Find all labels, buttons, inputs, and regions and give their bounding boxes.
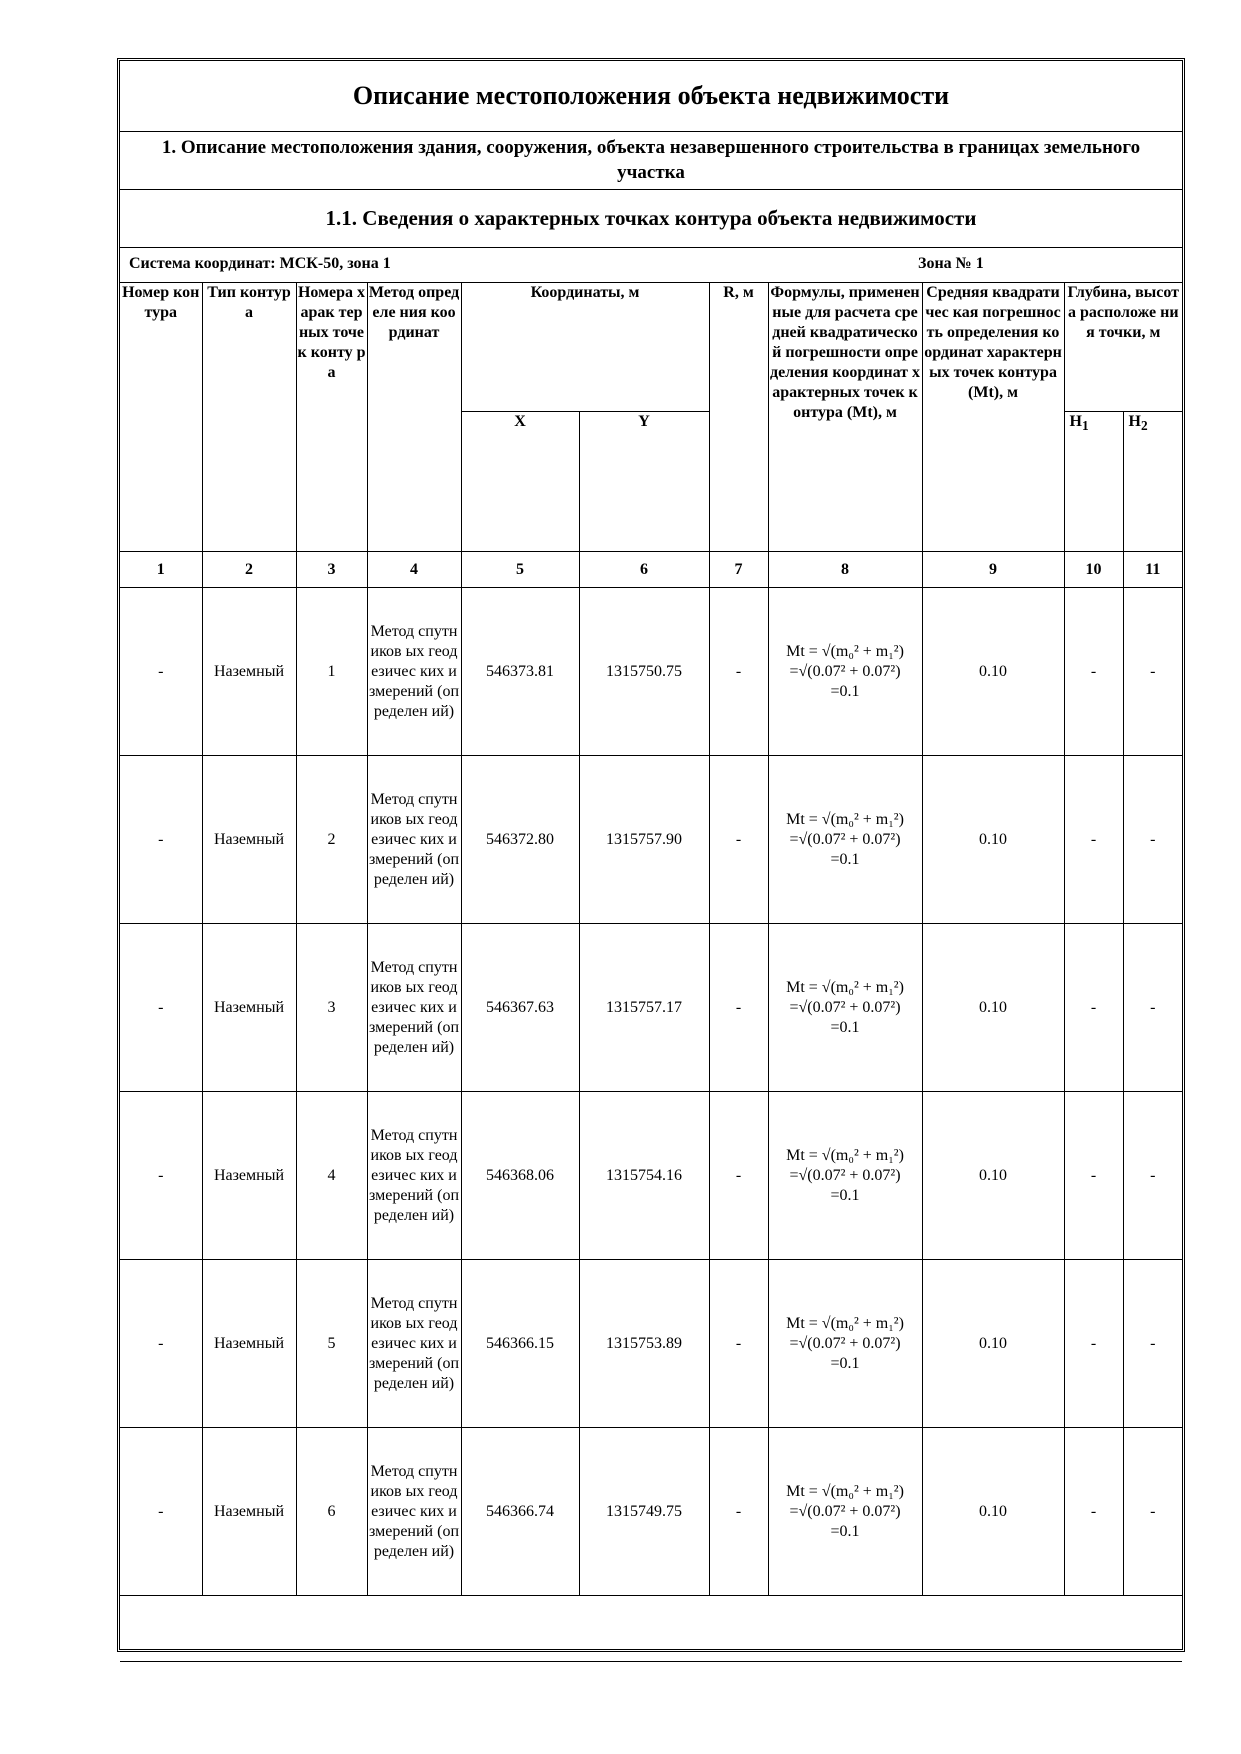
cell-method: Метод спутников ых геодезичес ких измерений (определен ий) (367, 1428, 461, 1596)
zone-label: Зона № 1 (918, 255, 984, 272)
cell-x: 546373.81 (461, 588, 579, 756)
header-h1: $H_1$ (1064, 412, 1123, 552)
table-header-row (120, 283, 1182, 412)
document-title: Описание местоположения объекта недвижимости (120, 61, 1182, 132)
cell-mt: 0.10 (922, 1260, 1064, 1428)
cell-y: 1315753.89 (579, 1260, 709, 1428)
table-row (120, 1428, 1182, 1596)
empty-footer-cell (120, 1596, 1182, 1662)
cell-h1: - (1064, 756, 1123, 924)
cell-h1: - (1064, 1260, 1123, 1428)
cell-point: 3 (296, 924, 367, 1092)
formula-line: Mt = √(m₀² + m₁²) (786, 810, 904, 828)
cell-point: 5 (296, 1260, 367, 1428)
cell-contour: - (120, 924, 202, 1092)
cell-type: Наземный (202, 924, 296, 1092)
cell-mt: 0.10 (922, 1092, 1064, 1260)
column-number: 5 (461, 552, 579, 588)
column-number: 11 (1123, 552, 1182, 588)
header-y: Y (579, 412, 709, 552)
table-row (120, 1260, 1182, 1428)
coordinate-system-row (120, 247, 1182, 283)
cell-r: - (709, 1428, 768, 1596)
cell-x: 546372.80 (461, 756, 579, 924)
header-contour-no: Номер контура (120, 283, 202, 552)
cell-h2: - (1123, 1428, 1182, 1596)
cell-point: 6 (296, 1428, 367, 1596)
table-row (120, 924, 1182, 1092)
cell-x: 546368.06 (461, 1092, 579, 1260)
cell-formula (768, 588, 922, 756)
formula-line: =√(0.07² + 0.07²) (789, 1502, 901, 1520)
formula-line: =0.1 (830, 1354, 860, 1372)
header-formulas: Формулы, примененные для расчета средней квадратической погрешности определения координат характерных точек контура (Mt), м (768, 283, 922, 552)
cell-formula (768, 756, 922, 924)
header-mean-error: Средняя квадратичес кая погрешность определения координат характерных точек контура (Mt), м (922, 283, 1064, 552)
cell-x: 546366.74 (461, 1428, 579, 1596)
cell-r: - (709, 1092, 768, 1260)
column-number: 10 (1064, 552, 1123, 588)
cell-r: - (709, 756, 768, 924)
cell-mt: 0.10 (922, 924, 1064, 1092)
cell-point: 1 (296, 588, 367, 756)
cell-formula (768, 1428, 922, 1596)
formula-line: Mt = √(m₀² + m₁²) (786, 1146, 904, 1164)
cell-method: Метод спутников ых геодезичес ких измерений (определен ий) (367, 756, 461, 924)
cell-method: Метод спутников ых геодезичес ких измерений (определен ий) (367, 924, 461, 1092)
cell-r: - (709, 588, 768, 756)
cell-h1: - (1064, 588, 1123, 756)
column-number: 8 (768, 552, 922, 588)
cell-h2: - (1123, 1092, 1182, 1260)
cell-y: 1315754.16 (579, 1092, 709, 1260)
cell-contour: - (120, 588, 202, 756)
cell-y: 1315757.90 (579, 756, 709, 924)
cell-contour: - (120, 1092, 202, 1260)
cell-type: Наземный (202, 1092, 296, 1260)
column-number: 7 (709, 552, 768, 588)
table-row (120, 756, 1182, 924)
column-numbers-row (120, 552, 1182, 588)
points-table (120, 282, 1182, 1662)
table-row (120, 1092, 1182, 1260)
cell-r: - (709, 1260, 768, 1428)
cell-type: Наземный (202, 1260, 296, 1428)
formula-line: =0.1 (830, 1522, 860, 1540)
header-method: Метод определе ния координат (367, 283, 461, 552)
cell-h2: - (1123, 588, 1182, 756)
cell-type: Наземный (202, 588, 296, 756)
cell-y: 1315749.75 (579, 1428, 709, 1596)
formula-line: =0.1 (830, 682, 860, 700)
formula-line: =√(0.07² + 0.07²) (789, 662, 901, 680)
formula-line: Mt = √(m₀² + m₁²) (786, 1314, 904, 1332)
column-number: 3 (296, 552, 367, 588)
cell-contour: - (120, 756, 202, 924)
cell-point: 4 (296, 1092, 367, 1260)
formula-line: Mt = √(m₀² + m₁²) (786, 978, 904, 996)
formula-line: =0.1 (830, 1018, 860, 1036)
cell-h2: - (1123, 756, 1182, 924)
cell-formula (768, 1260, 922, 1428)
header-r: R, м (709, 283, 768, 552)
formula-line: =√(0.07² + 0.07²) (789, 998, 901, 1016)
section-1-heading: 1. Описание местоположения здания, сооружения, объекта незавершенного строительства в границах земельного участка (120, 131, 1182, 190)
header-coordinates: Координаты, м (461, 283, 709, 412)
formula-line: =0.1 (830, 850, 860, 868)
cell-y: 1315750.75 (579, 588, 709, 756)
formula-line: =√(0.07² + 0.07²) (789, 1166, 901, 1184)
formula-line: =√(0.07² + 0.07²) (789, 1334, 901, 1352)
cell-point: 2 (296, 756, 367, 924)
column-number: 4 (367, 552, 461, 588)
cell-h1: - (1064, 1428, 1123, 1596)
formula-line: =√(0.07² + 0.07²) (789, 830, 901, 848)
header-point-numbers: Номера харак терных точек конту ра (296, 283, 367, 552)
cell-type: Наземный (202, 1428, 296, 1596)
header-x: X (461, 412, 579, 552)
cell-mt: 0.10 (922, 1428, 1064, 1596)
cell-mt: 0.10 (922, 756, 1064, 924)
column-number: 6 (579, 552, 709, 588)
cell-r: - (709, 924, 768, 1092)
empty-footer-row (120, 1596, 1182, 1662)
cell-y: 1315757.17 (579, 924, 709, 1092)
cell-method: Метод спутников ых геодезичес ких измерений (определен ий) (367, 1260, 461, 1428)
cell-mt: 0.10 (922, 588, 1064, 756)
cell-h1: - (1064, 924, 1123, 1092)
cell-formula (768, 924, 922, 1092)
cell-h1: - (1064, 1092, 1123, 1260)
formula-line: =0.1 (830, 1186, 860, 1204)
header-contour-type: Тип контура (202, 283, 296, 552)
header-h2: $H_2$ (1123, 412, 1182, 552)
cell-contour: - (120, 1428, 202, 1596)
cell-type: Наземный (202, 756, 296, 924)
cell-x: 546367.63 (461, 924, 579, 1092)
document-frame (117, 58, 1185, 1652)
cell-method: Метод спутников ых геодезичес ких измерений (определен ий) (367, 1092, 461, 1260)
cell-method: Метод спутников ых геодезичес ких измерений (определен ий) (367, 588, 461, 756)
cell-formula (768, 1092, 922, 1260)
cell-h2: - (1123, 1260, 1182, 1428)
section-1-1-heading: 1.1. Сведения о характерных точках контура объекта недвижимости (120, 189, 1182, 248)
cell-contour: - (120, 1260, 202, 1428)
cell-x: 546366.15 (461, 1260, 579, 1428)
table-row (120, 588, 1182, 756)
column-number: 1 (120, 552, 202, 588)
formula-line: Mt = √(m₀² + m₁²) (786, 642, 904, 660)
coordinate-system-label: Система координат: МСК-50, зона 1 (129, 255, 391, 272)
cell-h2: - (1123, 924, 1182, 1092)
header-depth: Глубина, высота расположе ния точки, м (1064, 283, 1182, 412)
column-number: 9 (922, 552, 1064, 588)
column-number: 2 (202, 552, 296, 588)
formula-line: Mt = √(m₀² + m₁²) (786, 1482, 904, 1500)
